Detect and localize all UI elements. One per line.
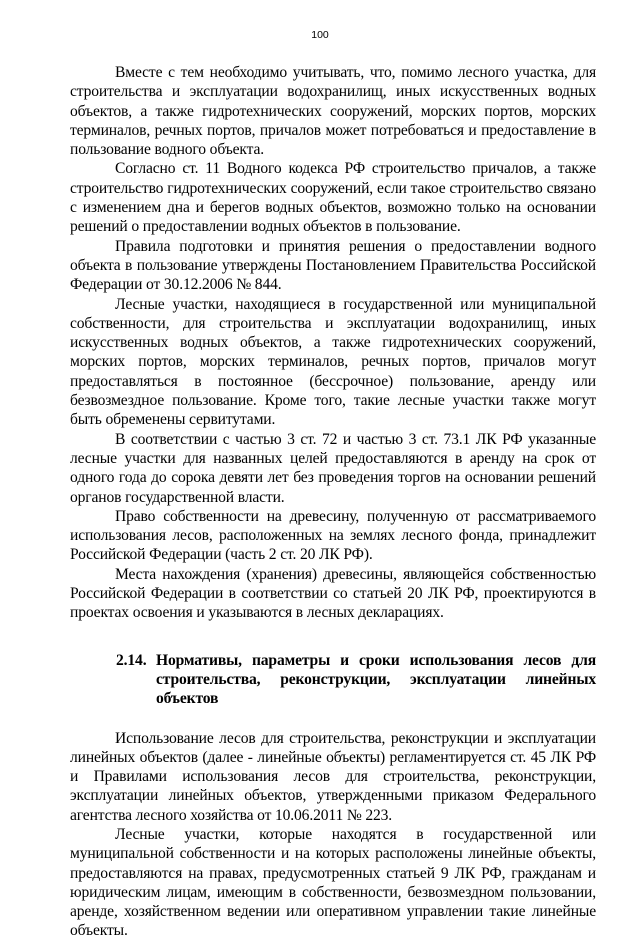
paragraph-linear-objects-regulation: Использование лесов для строительства, реконструкции и эксплуатации линейных объектов (далее - линейные объекты) регламентируется ст. 45 ЛК РФ и Правилами использования лесов для строительства, реконструкции, эксплуатации линейных объектов, утвержденными приказом Федерального агентства лесного хозяйства от 10.06.2011 № 223. [70,729,596,824]
heading-spacer [70,709,596,729]
page-number: 100 [311,29,329,41]
paragraph-timber-storage: Места нахождения (хранения) древесины, являющейся собственностью Российской Федерации в соответствии со статьей 20 ЛК РФ, проектируются в проектах освоения и указываются в лесных декларациях. [70,565,596,622]
paragraph-timber-ownership: Право собственности на древесину, полученную от рассматриваемого использования лесов, расположенных на землях лесного фонда, принадлежит Российской Федерации (часть 2 ст. 20 ЛК РФ). [70,507,596,564]
paragraph-government-decree-844: Правила подготовки и принятия решения о предоставлении водного объекта в пользование утверждены Постановлением Правительства Российской Федерации от 30.12.2006 № 844. [70,237,596,294]
paragraph-linear-objects-rights: Лесные участки, которые находятся в государственной или муниципальной собственности и на которых расположены линейные объекты, предоставляются на правах, предусмотренных статьей 9 ЛК РФ, гражданам и юридическим лицам, имеющим в собственности, безвозмездном пользовании, аренде, хозяйственном ведении или оперативном управлении такие линейные объекты. [70,825,596,940]
section-heading [70,651,596,709]
paragraph-forest-plot-tenure: Лесные участки, находящиеся в государственной или муниципальной собственности, для строительства и эксплуатации водохранилищ, иных искусственных водных объектов, а также гидротехнических сооружений, морских портов, морских терминалов, речных портов, причалов могут предоставляться в постоянное (бессрочное) пользование, аренду или безвозмездное пользование. Кроме того, такие лесные участки также могут быть обременены сервитутами. [70,295,596,429]
page-body [70,63,596,941]
section-number: 2.14. [116,651,147,669]
paragraph-water-code-article-11: Согласно ст. 11 Водного кодекса РФ строительство причалов, а также строительство гидротехнических сооружений, если такое строительство связано с изменением дна и берегов водных объектов, возможно только на основании решений о предоставлении водных объектов в пользование. [70,160,596,236]
section-title: Нормативы, параметры и сроки использования лесов для строительства, реконструкции, эксплуатации линейных объектов [156,651,596,708]
paragraph-lease-term: В соответствии с частью 3 ст. 72 и частью 3 ст. 73.1 ЛК РФ указанные лесные участки для названных целей предоставляются в аренду на срок от одного года до сорока девяти лет без проведения торгов на основании решений органов государственной власти. [70,430,596,506]
paragraph-water-use-note: Вместе с тем необходимо учитывать, что, помимо лесного участка, для строительства и эксплуатации водохранилищ, иных искусственных водных объектов, а также гидротехнических сооружений, морских портов, морских терминалов, речных портов, причалов может потребоваться и предоставление в пользование водного объекта. [70,64,596,159]
